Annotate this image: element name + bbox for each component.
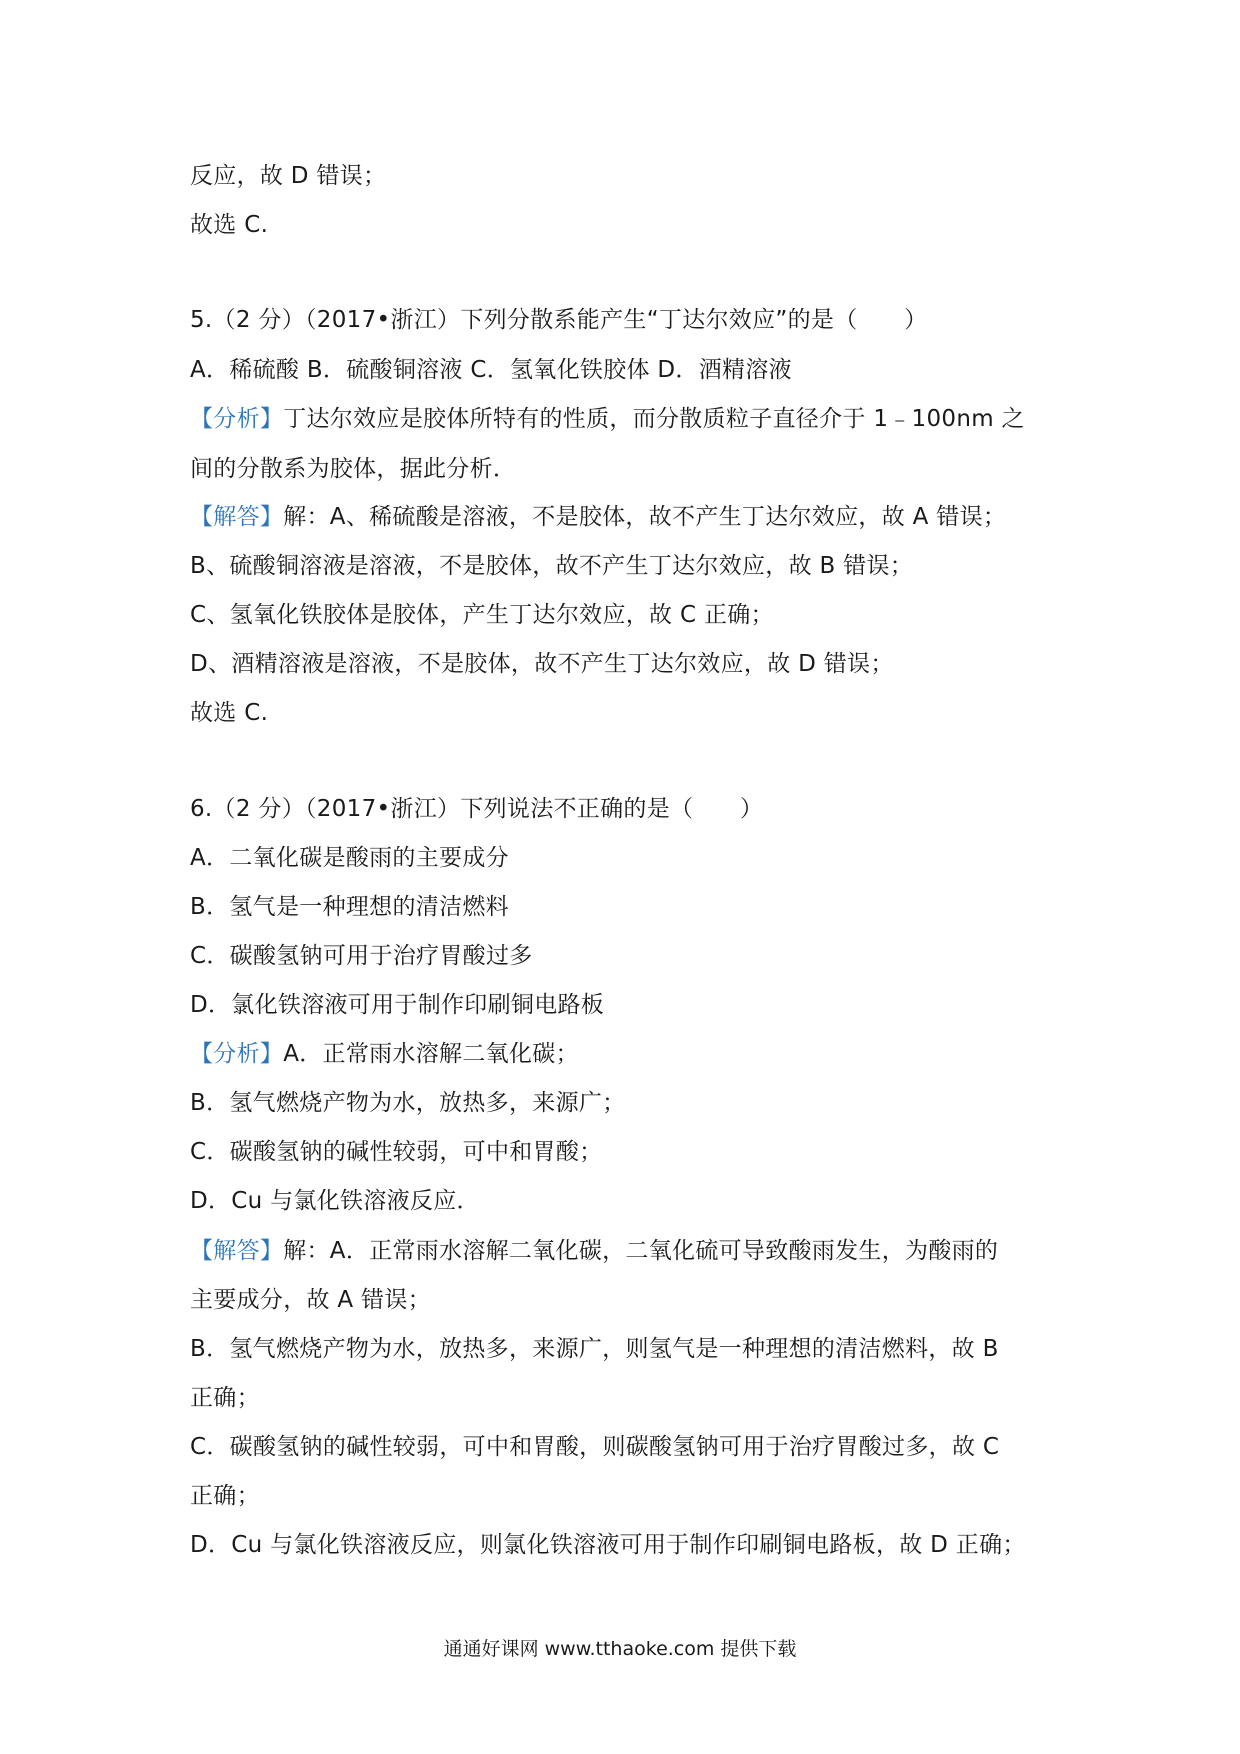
text-line: B．氢气燃烧产物为水，放热多，来源广； (190, 1090, 626, 1116)
text-line: D、酒精溶液是溶液，不是胶体，故不产生丁达尔效应，故 D 错误； (190, 651, 894, 677)
text-line: B．氢气燃烧产物为水，放热多，来源广，则氢气是一种理想的清洁燃料，故 B (190, 1336, 999, 1362)
analysis-tag: 【分析】 (190, 1041, 284, 1067)
text-line: D．Cu 与氯化铁溶液反应，则氯化铁溶液可用于制作印刷铜电路板，故 D 正确； (190, 1532, 1026, 1558)
answer-tag: 【解答】 (190, 1238, 284, 1264)
question-6-answer (190, 1236, 998, 1266)
text-line: B、硫酸铜溶液是溶液，不是胶体，故不产生丁达尔效应，故 B 错误； (190, 553, 914, 579)
text-line: 正确； (190, 1385, 260, 1411)
question-5-options: A．稀硫酸 B．硫酸铜溶液 C．氢氧化铁胶体 D．酒精溶液 (190, 357, 792, 383)
question-5-answer (190, 502, 1006, 532)
analysis-text: A．正常雨水溶解二氧化碳； (283, 1041, 579, 1067)
answer-text: 解：A、稀硫酸是溶液，不是胶体，故不产生丁达尔效应，故 A 错误； (283, 504, 1007, 530)
text-line: C．碳酸氢钠的碱性较弱，可中和胃酸； (190, 1139, 603, 1165)
text-line: 故选 C. (190, 700, 269, 726)
question-6-option-d: D．氯化铁溶液可用于制作印刷铜电路板 (190, 992, 605, 1018)
text-line: 反应，故 D 错误； (190, 163, 387, 189)
page-footer: 通通好课网 www.tthaoke.com 提供下载 (443, 1638, 797, 1660)
question-5-stem: 5.（2 分）（2017•浙江）下列分散系能产生“丁达尔效应”的是（ ） (190, 307, 928, 333)
question-5-analysis (190, 404, 1025, 434)
answer-tag: 【解答】 (190, 504, 284, 530)
text-line: D．Cu 与氯化铁溶液反应． (190, 1188, 480, 1214)
text-line: 间的分散系为胶体，据此分析． (190, 456, 517, 482)
text-line: 主要成分，故 A 错误； (190, 1287, 431, 1313)
question-6-stem: 6.（2 分）（2017•浙江）下列说法不正确的是（ ） (190, 796, 764, 822)
text-line: 正确； (190, 1483, 260, 1509)
analysis-text: 丁达尔效应是胶体所特有的性质，而分散质粒子直径介于 1﹣100nm 之 (283, 406, 1025, 432)
text-line: C．碳酸氢钠的碱性较弱，可中和胃酸，则碳酸氢钠可用于治疗胃酸过多，故 C (190, 1434, 1000, 1460)
question-6-analysis (190, 1039, 579, 1069)
analysis-tag: 【分析】 (190, 406, 284, 432)
question-6-option-b: B．氢气是一种理想的清洁燃料 (190, 894, 509, 920)
text-line: C、氢氧化铁胶体是胶体，产生丁达尔效应，故 C 正确； (190, 602, 774, 628)
answer-text: 解：A．正常雨水溶解二氧化碳，二氧化硫可导致酸雨发生，为酸雨的 (283, 1238, 999, 1264)
question-6-option-a: A．二氧化碳是酸雨的主要成分 (190, 845, 509, 871)
question-6-option-c: C．碳酸氢钠可用于治疗胃酸过多 (190, 943, 533, 969)
text-line: 故选 C. (190, 212, 269, 238)
